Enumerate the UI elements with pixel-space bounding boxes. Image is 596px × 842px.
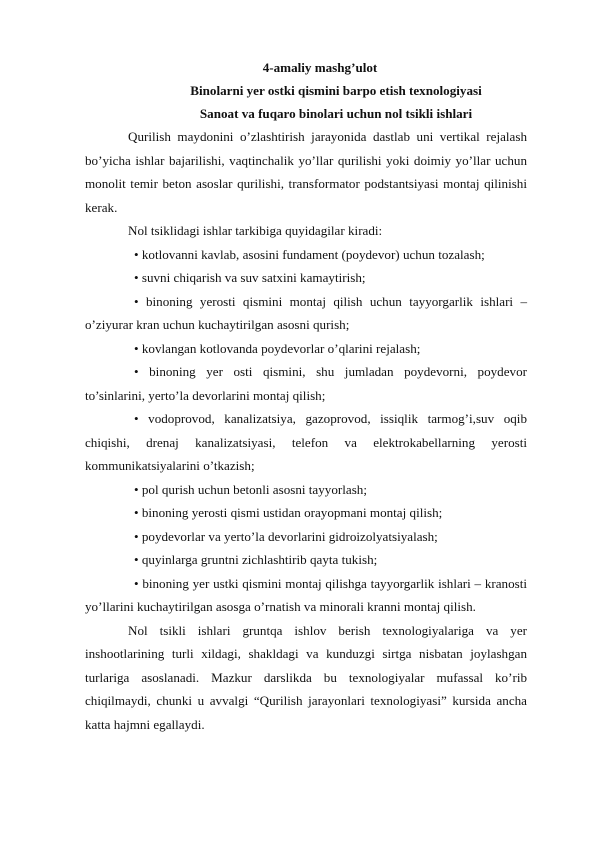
intro-paragraph: Qurilish maydonini o’zlashtirish jarayonida dastlab uni vertikal rejalash bo’yicha ishlar bajarilishi, vaqtinchalik yo’llar qurilishi yoki doimiy yo’llar uchun monolit temir beton asoslar qurilishi, transformator podstantsiyasi montaj qilinishi kerak. [85,129,527,215]
topic-subtitle: Binolarni yer ostki qismini barpo etish texnologiyasi [190,83,482,98]
list-item: • suvni chiqarish va suv satxini kamaytirish; [134,270,366,285]
list-item: • binoning yerosti qismi ustidan orayopmani montaj qilish; [134,505,443,520]
section-subtitle: Sanoat va fuqaro binolari uchun nol tsikli ishlari [199,106,473,121]
practice-title: 4-amaliy mashg’ulot [262,60,378,75]
list-intro: Nol tsiklidagi ishlar tarkibiga quyidagilar kiradi: [128,223,383,238]
list-item: • quyinlarga gruntni zichlashtirib qayta tukish; [134,552,378,567]
closing-paragraph: Nol tsikli ishlari gruntqa ishlov berish texnologiyalariga va yer inshootlarining turli xildagi, shakldagi va kunduzgi sirtga nisbatan joylashgan turlariga asoslanadi. Mazkur darslikda bu texnologiyalar mufassal ko’rib chiqilmaydi, chunki u avvalgi “Qurilish jarayonlari texnologiyasi” kursida ancha katta hajmni egallaydi. [85,622,527,732]
list-item: • pol qurish uchun betonli asosni tayyorlash; [134,481,367,497]
list-item: • kovlangan kotlovanda poydevorlar o’qlarini rejalash; [134,340,421,356]
list-item: • poydevorlar va yerto’la devorlarini gidroizolyatsiyalash; [134,528,438,544]
list-item: • binoning yer osti qismini, shu jumladan poydevorni, poydevor to’sinlarini, yerto’la devorlarini montaj qilish; [85,364,527,403]
list-item: • binoning yerosti qismini montaj qilish uchun tayyorgarlik ishlari – o’ziyurar kran uchun kuchaytirilgan asosni qurish; [85,293,527,332]
list-item: • kotlovanni kavlab, asosini fundament (poydevor) uchun tozalash; [134,246,485,262]
document-body [85,125,527,736]
list-item: • vodoprovod, kanalizatsiya, gazoprovod, issiqlik tarmog’i,suv oqib chiqishi, drenaj kanalizatsiyasi, telefon va elektrokabellarning yerosti kommunikatsiyalarini o’tkazish; [85,411,527,473]
list-item: • binoning yer ustki qismini montaj qilishga tayyorgarlik ishlari – kranosti yo’llarini kuchaytirilgan asosga o’rnatish va minorali kranni montaj qilish. [85,575,527,614]
